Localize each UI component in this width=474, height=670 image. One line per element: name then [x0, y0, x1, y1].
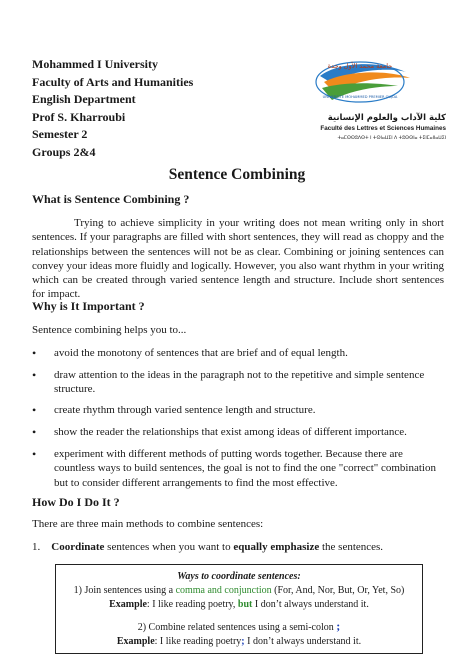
section-what-body: Trying to achieve simplicity in your writing does not mean writing only in short sentences. If your paragraphs are filled with short sentences, they will read as choppy and the relationships between the sentences will not be as clear. Combining or joining sentences can convey your ideas more fluidly and logically. However, you also want rhythm in your writing which can be created through varied sentence length and structure. Include short sentences for impact.: [32, 217, 444, 301]
bullet-icon: •: [32, 425, 37, 439]
bullet-icon: •: [32, 447, 37, 461]
document-title: Sentence Combining: [168, 166, 306, 183]
bullet-icon: •: [32, 346, 37, 360]
box-example-2-pre: : I like reading poetry: [154, 635, 242, 647]
coordination-box: [55, 564, 423, 654]
method-item-1: [32, 541, 383, 553]
header-department: English Department: [32, 92, 136, 106]
method-text-mid: sentences when you want to: [104, 541, 234, 553]
box-rule-1: [56, 584, 422, 598]
logo-french-faculty: Faculté des Lettres et Sciences Humaines: [320, 125, 446, 132]
section-how-intro: There are three main methods to combine sentences:: [32, 518, 264, 530]
box-example-2-label: Example: [116, 635, 155, 647]
faculty-logo: [298, 58, 448, 148]
bullet-icon: •: [32, 368, 37, 382]
bullet-item: [32, 425, 442, 439]
section-what-heading: What is Sentence Combining ?: [32, 192, 190, 206]
logo-arabic-faculty: كلية الآداب والعلوم الإنسانية: [327, 113, 446, 123]
section-why-intro: Sentence combining helps you to...: [32, 324, 187, 336]
bullet-text: avoid the monotony of sentences that are brief and of equal length.: [54, 347, 348, 359]
header-faculty: Faculty of Arts and Humanities: [32, 74, 194, 89]
bullet-icon: •: [32, 403, 37, 417]
method-number: 1.: [32, 541, 41, 553]
method-keyword-coordinate: Coordinate: [51, 541, 105, 553]
box-rule-2: [56, 619, 422, 635]
box-example-1-label: Example: [109, 599, 147, 611]
box-example-2: [56, 635, 422, 649]
box-example-1-pre: : I like reading poetry,: [146, 599, 238, 611]
header-professor: Prof S. Kharroubi: [32, 109, 126, 124]
header-semester: Semester 2: [32, 127, 88, 141]
institution-header: [32, 56, 193, 161]
section-how-heading: How Do I Do It ?: [32, 495, 120, 509]
box-example-2-post: I don’t always understand it.: [244, 635, 362, 647]
method-text-end: the sentences.: [319, 541, 384, 553]
box-example-2-symbol: ;: [241, 635, 245, 647]
bullet-text: draw attention to the ideas in the paragraph not to the repetitive and simple sentence structure.: [54, 369, 425, 396]
box-rule-1-highlight: comma and conjunction: [175, 585, 272, 597]
box-title: Ways to coordinate sentences:: [177, 571, 301, 582]
box-rule-1-pre: 1) Join sentences using a: [73, 585, 176, 597]
header-groups: Groups 2&4: [32, 144, 96, 159]
bullet-text: create rhythm through varied sentence length and structure.: [54, 404, 316, 416]
header-university: Mohammed I University: [32, 57, 158, 71]
box-example-1-highlight: but: [237, 599, 253, 611]
logo-tifinagh: ⵜⴰⵎⵙⵙⵓⴷⵙⵜ ⵏ ⵜⵙⵏⴰⵡⵉⵏ ⴷ ⵜⵓⵙⵙⵏⴰ ⵜⵉⵏⵎⴰⵏⵏⴰⵡⵉⵏ: [337, 136, 446, 141]
box-rule-2-symbol: ;: [336, 618, 341, 633]
box-rule-1-post: (For, And, Nor, But, Or, Yet, So): [271, 585, 405, 597]
logo-ribbon-text: UNIVERSITE MOHAMMED PREMIER OUJDA: [322, 95, 398, 99]
method-keyword-emphasize: equally emphasize: [233, 541, 320, 553]
box-example-1: [56, 598, 422, 612]
bullet-item: [32, 368, 442, 397]
bullet-text: show the reader the relationships that exist among ideas of different importance.: [54, 426, 407, 438]
logo-arabic-top: جامعة محمد الأول وجدة: [327, 62, 393, 70]
box-rule-2-pre: 2) Combine related sentences using a semi-colon: [137, 621, 337, 633]
box-example-1-post: I don’t always understand it.: [252, 599, 369, 611]
section-why-heading: Why is It Important ?: [32, 299, 145, 313]
bullet-text: experiment with different methods of putting words together. Because there are countless ways to build sentences, the goal is not to find the one "correct" combination but to consider different arrangements to find the most effective.: [54, 448, 436, 489]
bullet-item: [32, 447, 442, 490]
bullet-item: [32, 346, 442, 360]
bullet-item: [32, 403, 442, 417]
logo-emblem-icon: [298, 58, 448, 148]
